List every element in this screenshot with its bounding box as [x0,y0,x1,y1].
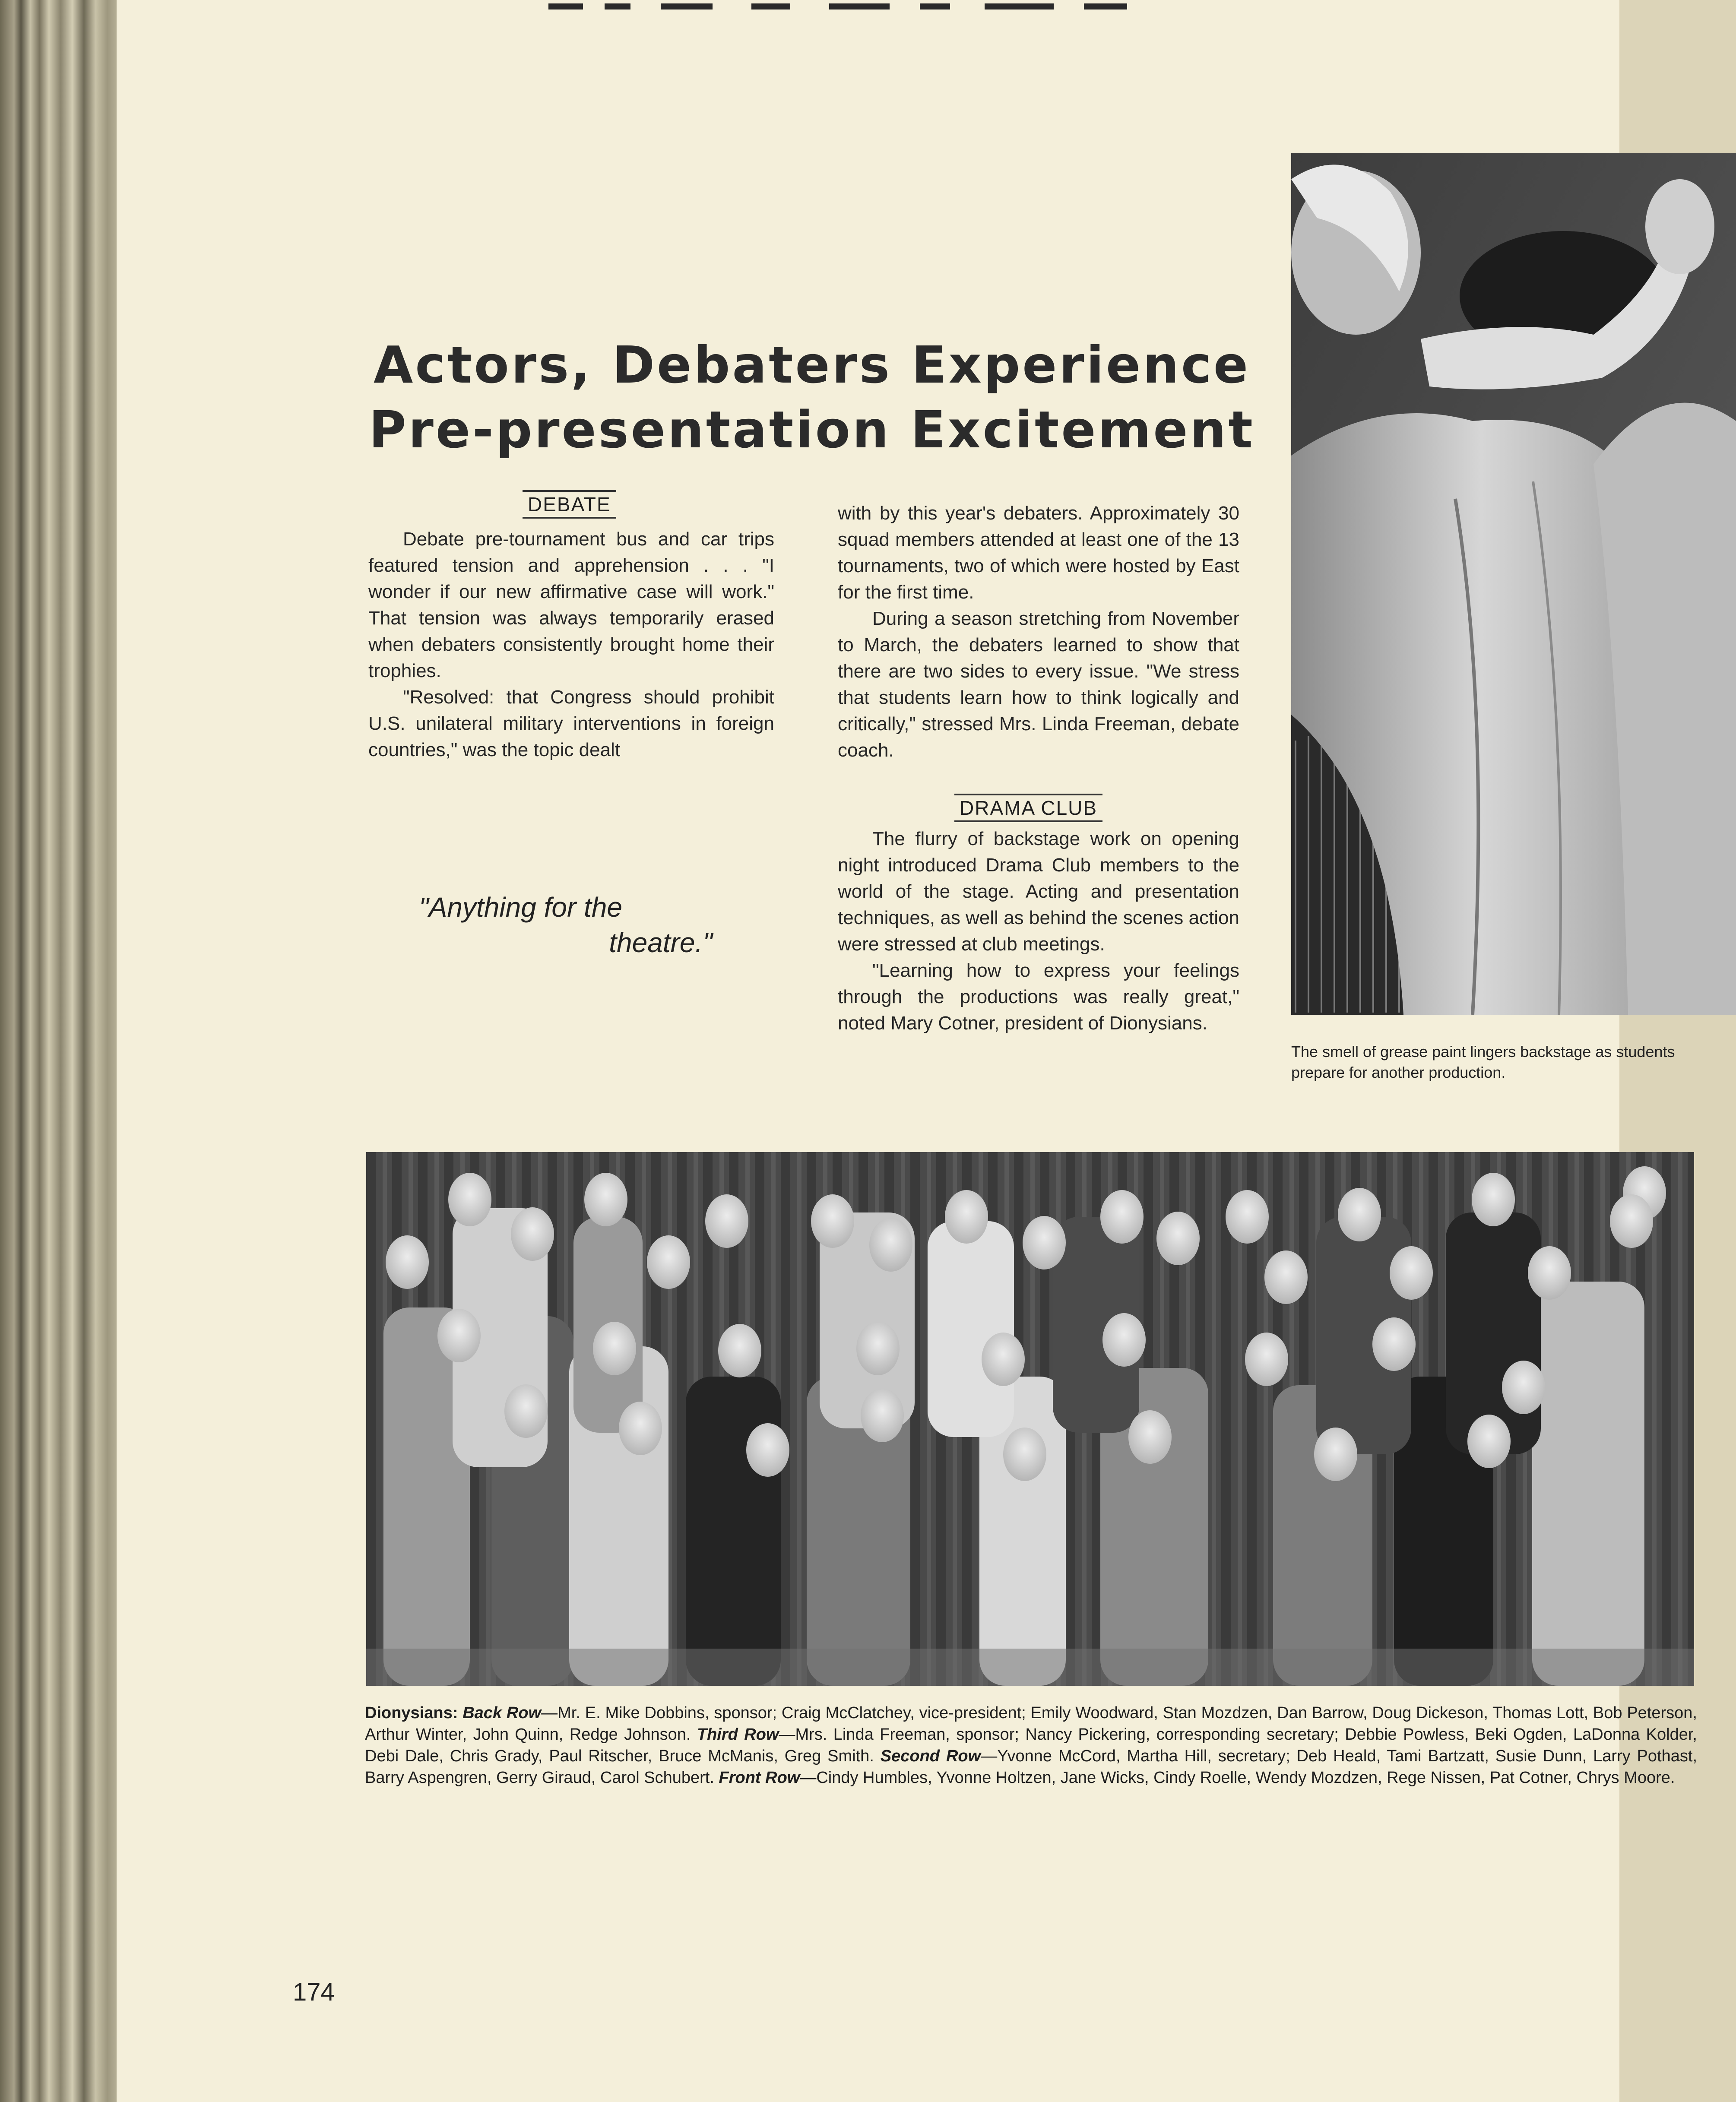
backstage-photo [1291,153,1736,1015]
row-names-second: —Yvonne McCord, Martha Hill, secretary; Deb Heald, Tami Bartzatt, Susie Dunn, Larry Pothast, Barry Aspengren, Gerry Giraud, Carol Schubert. [365,1747,1698,1787]
top-print-bleed [548,0,1196,17]
pull-quote-line-2: theatre." [609,927,713,958]
drama-club-text [838,826,1239,1036]
row-names-front: —Cindy Humbles, Yvonne Holtzen, Jane Wicks, Cindy Roelle, Wendy Mozdzen, Rege Nissen, Pat Cotner, Chrys Moore. [800,1769,1675,1787]
drama-paragraph-2: "Learning how to express your feelings through the productions was really great," noted Mary Cotner, president of Dionysians. [838,960,1239,1034]
debate-paragraph-2: "Resolved: that Congress should prohibit U.S. unilateral military interventions in foreign countries," was the topic dealt [368,687,774,760]
headline-line-1: Actors, Debaters Experience [374,335,1250,395]
debate-paragraph-3: with by this year's debaters. Approximately 30 squad members attended at least one of the 13 tournaments, two of which were hosted by East for the first time. [838,503,1239,603]
row-names-back: —Mr. E. Mike Dobbins, sponsor; Craig McClatchey, vice-president; Emily Woodward, Stan Mozdzen, Dan Barrow, Doug Dickeson, Thomas Lott, Bob Peterson, Arthur Winter, John Quinn, Redge Johnson. [365,1704,1697,1744]
book-spine-binding [0,0,117,2102]
row-label-third: Third Row [697,1725,779,1744]
row-names-third: —Mrs. Linda Freeman, sponsor; Nancy Pickering, corresponding secretary; Debbie Powless, Beki Ogden, LaDonna Kolder, Debi Dale, Chris Grady, Paul Ritscher, Bruce McManis, Greg Smith. [365,1725,1697,1765]
debate-section-heading: DEBATE [523,490,616,519]
debate-column-2 [838,500,1239,763]
headline-line-2: Pre-presentation Excitement [369,400,1255,459]
row-label-front: Front Row [719,1769,800,1787]
drama-paragraph-1: The flurry of backstage work on opening night introduced Drama Club members to the world of the stage. Acting and presentation techniques, as well as behind the scenes action were stressed at club meetings. [838,828,1239,955]
backstage-photo-caption: The smell of grease paint lingers backstage as students prepare for another production. [1291,1043,1675,1081]
page-number: 174 [293,1978,335,2006]
debate-paragraph-1: Debate pre-tournament bus and car trips featured tension and apprehension . . . "I wonder if our new affirmative case will work." That tension was always temporarily erased when debaters consistently brought home their trophies. [368,529,774,681]
row-label-second: Second Row [880,1747,981,1765]
yearbook-page [117,0,1698,2102]
group-photo-caption [365,1702,1697,1789]
pull-quote-line-1: "Anything for the [419,892,622,923]
debate-column-1 [368,526,774,763]
caption-lead: Dionysians: [365,1704,458,1722]
debate-paragraph-4: During a season stretching from November to March, the debaters learned to show that there are two sides to every issue. "We stress that students learn how to think logically and critically," stressed Mrs. Linda Freeman, debate coach. [838,608,1239,761]
pull-quote [419,890,713,960]
page-headline [367,332,1257,462]
row-label-back: Back Row [463,1704,542,1722]
dionysians-group-photo [366,1152,1694,1686]
drama-club-section-heading: DRAMA CLUB [954,794,1102,822]
